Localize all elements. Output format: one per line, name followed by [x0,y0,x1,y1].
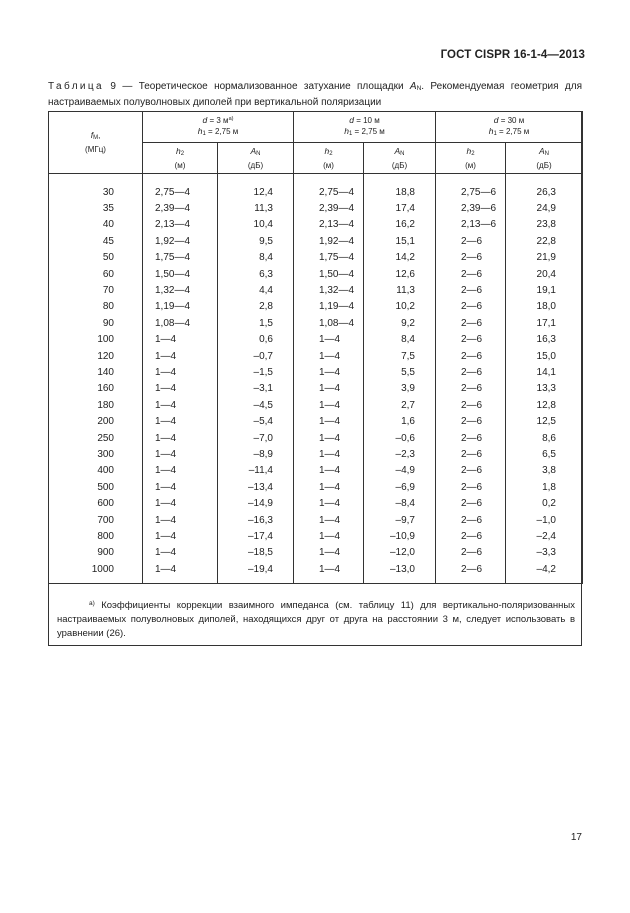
table-cell: 2,39—6 [436,200,506,216]
caption-text-before: — Теоретическое нормализованное затухание площадки [115,81,410,92]
table-cell: –13,0 [364,561,436,584]
column-symbol-sub: 2 [180,150,185,157]
table-cell: 6,3 [218,266,294,282]
group-h1-value: = 2,75 м [205,127,239,136]
column-symbol-sub: N [256,150,261,157]
table-row [49,381,583,397]
table-cell: 8,6 [506,430,583,446]
table-cell: 19,1 [506,282,583,298]
frequency-cell: 40 [49,217,143,233]
group-d-value: = 10 м [353,115,380,125]
column-unit: (дБ) [247,160,264,170]
table-cell: –8,4 [364,495,436,511]
table-cell: 9,2 [364,315,436,331]
table-cell: 1—4 [143,430,218,446]
document-header: ГОСТ CISPR 16-1-4—2013 [440,49,585,61]
column-unit: (дБ) [536,160,552,170]
table-cell: 12,5 [506,413,583,429]
table-row [49,413,583,429]
table-cell: 1—4 [294,463,364,479]
table-cell: –10,9 [364,528,436,544]
frequency-cell: 250 [49,430,143,446]
table-cell: 7,5 [364,348,436,364]
table-cell: 1—4 [294,381,364,397]
column-symbol: A [250,145,257,156]
frequency-cell: 800 [49,528,143,544]
frequency-cell: 35 [49,200,143,216]
table-cell: 6,5 [506,446,583,462]
table-cell: 2,39—4 [294,200,364,216]
group-h1-value: = 2,75 м [352,126,385,136]
group-d-symbol: d [493,114,499,125]
table-cell: 2,75—6 [436,174,506,201]
table-cell: 11,3 [218,200,294,216]
freq-symbol: f [90,130,94,140]
table-cell: 1,08—4 [294,315,364,331]
frequency-cell: 500 [49,479,143,495]
group-h1-sub: 1 [348,130,353,137]
table-cell: 2—6 [436,446,506,462]
group-h1-sub: 1 [202,131,206,137]
table-cell: 2,7 [364,397,436,413]
frequency-cell: 600 [49,495,143,511]
group-header-d30 [436,112,583,143]
table-cell: 17,4 [364,200,436,216]
group-h1-value: = 2,75 м [496,126,530,136]
table-cell: 1,75—4 [143,250,218,266]
freq-sep: , [98,131,101,140]
table-cell: 2—6 [436,348,506,364]
table-row [49,174,583,201]
table-cell: 13,3 [506,381,583,397]
group-header-d10 [294,112,436,143]
table-cell: 2—6 [436,512,506,528]
table-row [49,200,583,216]
frequency-header [49,112,143,174]
column-header [218,143,294,174]
table-cell: 1—4 [294,446,364,462]
table-cell: –4,5 [218,397,294,413]
table-cell: 1—4 [143,512,218,528]
group-d-symbol: d [349,114,354,125]
table-cell: 1—4 [143,545,218,561]
group-d-value: = 30 м [498,115,525,125]
table-body [49,174,583,584]
table-cell: 1—4 [143,381,218,397]
table-cell: 2,13—6 [436,217,506,233]
frequency-cell: 180 [49,397,143,413]
group-h1-symbol: h [197,126,203,136]
table-cell: 2,13—4 [294,217,364,233]
frequency-cell: 30 [49,174,143,201]
table-cell: 0,6 [218,332,294,348]
caption-symbol: A [409,81,417,92]
column-symbol: A [394,145,401,156]
table-cell: 1—4 [143,463,218,479]
table-cell: 2—6 [436,495,506,511]
frequency-cell: 300 [49,446,143,462]
frequency-cell: 90 [49,315,143,331]
table-cell: 2—6 [436,413,506,429]
frequency-cell: 45 [49,233,143,249]
table-cell: 1—4 [143,364,218,380]
table-cell: 10,4 [218,217,294,233]
freq-unit: (МГц) [85,145,106,154]
table-cell: 2—6 [436,266,506,282]
table-cell: –6,9 [364,479,436,495]
table-cell: 24,9 [506,200,583,216]
table-cell: 2,13—4 [143,217,218,233]
table-cell: 1—4 [143,561,218,584]
table-cell: –3,1 [218,381,294,397]
group-d-symbol: d [202,115,208,125]
table-cell: –13,4 [218,479,294,495]
table-cell: –5,4 [218,413,294,429]
table-cell: 2,39—4 [143,200,218,216]
table-cell: 15,0 [506,348,583,364]
table-cell: 14,1 [506,364,583,380]
table-cell: 2—6 [436,250,506,266]
header-row-groups [49,112,583,143]
table-cell: 26,3 [506,174,583,201]
table-cell: –12,0 [364,545,436,561]
table-cell: 1,19—4 [143,299,218,315]
table-cell: 2—6 [436,364,506,380]
table-cell: 1—4 [294,348,364,364]
table-cell: 2—6 [436,381,506,397]
table-cell: 16,3 [506,332,583,348]
table-cell: 1—4 [294,495,364,511]
table-cell: –16,3 [218,512,294,528]
table-row [49,217,583,233]
table-cell: 18,0 [506,299,583,315]
table-cell: 20,4 [506,266,583,282]
table-cell: 2—6 [436,397,506,413]
table-row [49,528,583,544]
table-cell: –11,4 [218,463,294,479]
table-cell: 12,8 [506,397,583,413]
frequency-cell: 140 [49,364,143,380]
table-row [49,364,583,380]
column-symbol-sub: N [544,150,549,157]
table-cell: 1,92—4 [294,233,364,249]
table-cell: 5,5 [364,364,436,380]
column-header [436,143,506,174]
column-symbol: A [538,145,545,156]
frequency-cell: 900 [49,545,143,561]
table-cell: 1—4 [143,446,218,462]
caption-prefix: Таблица [48,81,105,92]
page-number: 17 [570,832,582,843]
table-cell: 12,6 [364,266,436,282]
column-header [364,143,436,174]
table-cell: –2,3 [364,446,436,462]
frequency-cell: 100 [49,332,143,348]
table-cell: 2,75—4 [294,174,364,201]
frequency-cell: 120 [49,348,143,364]
group-d-value: = 3 м [207,116,229,125]
table-cell: –4,9 [364,463,436,479]
table-cell: 1—4 [143,495,218,511]
column-symbol: h [466,145,472,156]
footnote-text: Коэффициенты коррекции взаимного импеданса (см. таблицу 11) для вертикально-поляризованных настраиваемых полуволновых диполей, находящихся друг от друга на расстоянии 3 м, следует использовать в уравнении (26). [57,600,575,639]
footnote [57,597,575,641]
column-unit: (м) [323,160,334,170]
frequency-cell: 1000 [49,561,143,584]
table-cell: 8,4 [364,332,436,348]
frequency-cell: 60 [49,266,143,282]
table-cell: 0,2 [506,495,583,511]
table-cell: 10,2 [364,299,436,315]
table-cell: 2—6 [436,299,506,315]
table-cell: 2—6 [436,430,506,446]
table-cell: 1,75—4 [294,250,364,266]
table-cell: 1—4 [294,430,364,446]
table-row [49,233,583,249]
freq-sub: М [93,135,99,141]
column-symbol-sub: 2 [471,150,475,157]
table-cell: 1—4 [294,561,364,584]
table-cell: 2—6 [436,561,506,584]
table-cell: 2,8 [218,299,294,315]
table-frame [48,111,582,646]
table-cell: 2,75—4 [143,174,218,201]
frequency-cell: 700 [49,512,143,528]
table-row [49,397,583,413]
table-row [49,430,583,446]
table-cell: –14,9 [218,495,294,511]
group-d-note: а) [228,116,234,122]
table-cell: 1—4 [143,413,218,429]
table-cell: 9,5 [218,233,294,249]
column-unit: (дБ) [391,160,408,170]
table-row [49,348,583,364]
table-cell: 23,8 [506,217,583,233]
table-cell: 1—4 [143,397,218,413]
table-cell: 1,08—4 [143,315,218,331]
frequency-cell: 70 [49,282,143,298]
table-cell: –8,9 [218,446,294,462]
table-cell: 1,19—4 [294,299,364,315]
table-cell: –9,7 [364,512,436,528]
group-header-d3 [143,112,294,143]
table-cell: 1—4 [294,479,364,495]
table-cell: 1,50—4 [143,266,218,282]
table-cell: 15,1 [364,233,436,249]
table-cell: 1—4 [143,348,218,364]
caption-number: 9 [110,81,116,92]
table-row [49,332,583,348]
table-cell: 3,8 [506,463,583,479]
table-cell: –7,0 [218,430,294,446]
table-row [49,561,583,584]
table-row [49,463,583,479]
table-cell: 2—6 [436,315,506,331]
table-cell: 2—6 [436,528,506,544]
table-cell: –2,4 [506,528,583,544]
table-cell: 1—4 [143,332,218,348]
caption-text-after: . Рекомендуемая геометрия для настраиваемых полуволновых диполей при вертикальной поляризации [48,81,582,108]
table-cell: 1—4 [294,528,364,544]
table-row [49,545,583,561]
column-symbol: h [175,145,181,156]
table-cell: 21,9 [506,250,583,266]
table-cell: 1,5 [218,315,294,331]
table-cell: 4,4 [218,282,294,298]
column-symbol-sub: N [400,150,405,157]
table-cell: 1—4 [294,397,364,413]
column-unit: (м) [174,160,186,170]
table-row [49,315,583,331]
table-row [49,446,583,462]
table-cell: 1—4 [294,364,364,380]
table-row [49,266,583,282]
table-row [49,495,583,511]
group-h1-sub: 1 [493,130,497,137]
column-header [143,143,218,174]
table-row [49,250,583,266]
column-symbol-sub: 2 [329,150,333,157]
frequency-cell: 160 [49,381,143,397]
table-cell: –4,2 [506,561,583,584]
table-cell: 2—6 [436,463,506,479]
table-cell: 18,8 [364,174,436,201]
caption-symbol-sub: N [416,85,422,92]
table-cell: 8,4 [218,250,294,266]
table-cell: –19,4 [218,561,294,584]
table-caption [48,80,582,110]
table-cell: 2—6 [436,479,506,495]
table-cell: 14,2 [364,250,436,266]
column-header [294,143,364,174]
column-header [506,143,583,174]
table-cell: 1—4 [294,413,364,429]
table-row [49,512,583,528]
table-row [49,479,583,495]
table-cell: 1,6 [364,413,436,429]
table-cell: 2—6 [436,332,506,348]
column-unit: (м) [465,160,476,170]
table-cell: –0,7 [218,348,294,364]
table-cell: 11,3 [364,282,436,298]
group-h1-symbol: h [488,125,494,136]
table-cell: 17,1 [506,315,583,331]
table-cell: –18,5 [218,545,294,561]
table-cell: 1—4 [294,545,364,561]
table-cell: –3,3 [506,545,583,561]
table-cell: 2—6 [436,282,506,298]
table-cell: 1—4 [294,512,364,528]
table-cell: 1—4 [143,479,218,495]
table-cell: –1,5 [218,364,294,380]
column-symbol: h [324,145,330,156]
frequency-cell: 400 [49,463,143,479]
table-cell: 1—4 [294,332,364,348]
table-cell: 22,8 [506,233,583,249]
table-cell: –1,0 [506,512,583,528]
footnote-marker: а) [89,600,95,607]
table-row [49,282,583,298]
table-row [49,299,583,315]
table-cell: 2—6 [436,545,506,561]
frequency-cell: 200 [49,413,143,429]
table-cell: 1,92—4 [143,233,218,249]
table-cell: 1,8 [506,479,583,495]
table-cell: –17,4 [218,528,294,544]
table-cell: 3,9 [364,381,436,397]
table-cell: 1—4 [143,528,218,544]
attenuation-table [48,111,583,584]
group-h1-symbol: h [344,125,349,136]
table-cell: –0,6 [364,430,436,446]
table-cell: 1,32—4 [143,282,218,298]
frequency-cell: 80 [49,299,143,315]
table-cell: 16,2 [364,217,436,233]
table-cell: 2—6 [436,233,506,249]
table-cell: 1,32—4 [294,282,364,298]
table-cell: 1,50—4 [294,266,364,282]
frequency-cell: 50 [49,250,143,266]
table-cell: 12,4 [218,174,294,201]
